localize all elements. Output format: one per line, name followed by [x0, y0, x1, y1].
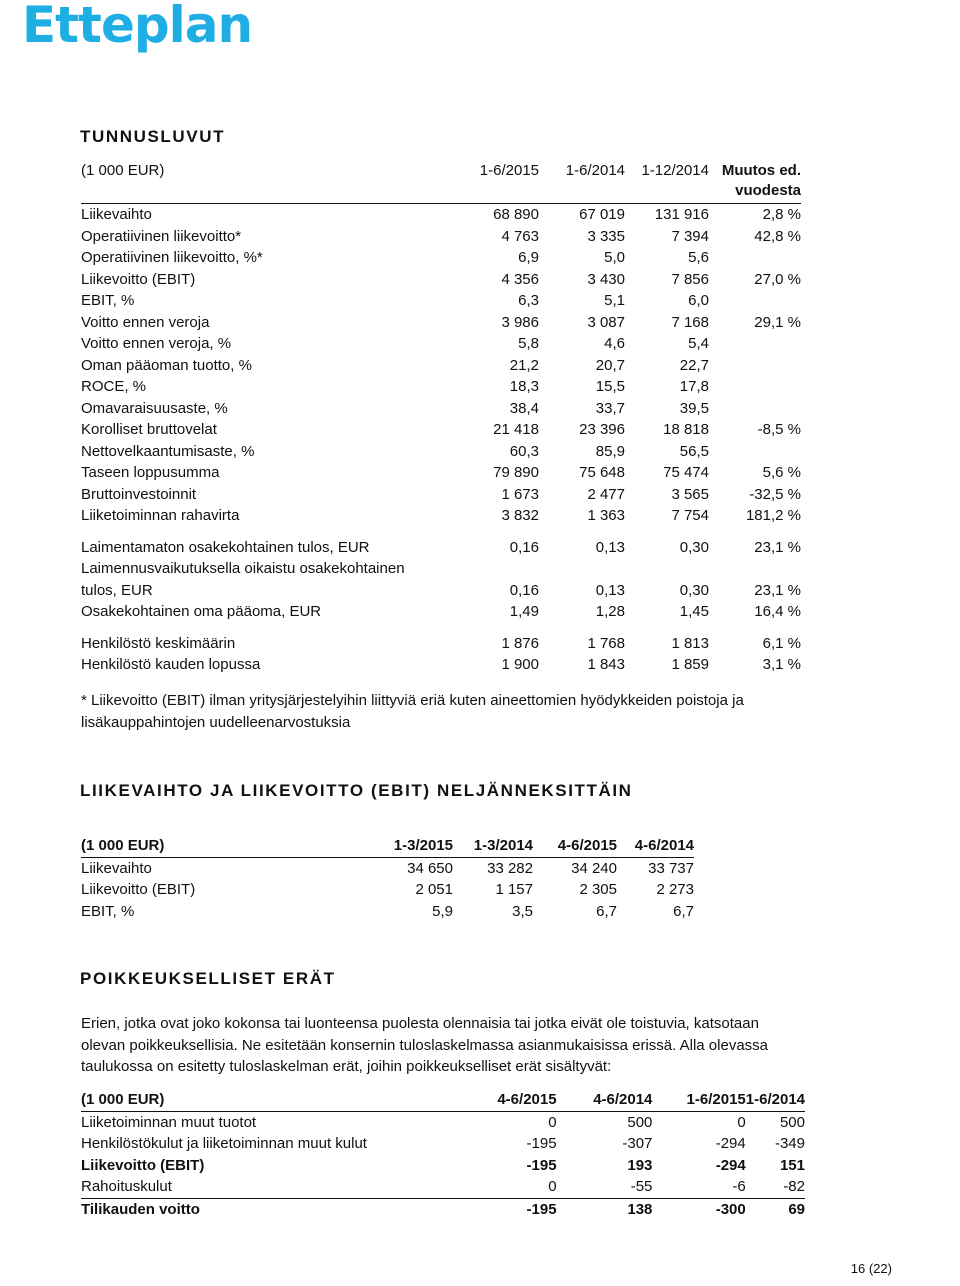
cell-value: 4 763	[501, 227, 539, 245]
row-label: Korolliset bruttovelat	[81, 421, 217, 438]
cell-value: -6	[732, 1178, 746, 1195]
cell-value: 60,3	[509, 442, 539, 460]
cell-value	[709, 333, 801, 355]
cell-value: 23,1 %	[754, 581, 801, 599]
cell-value: 16,4 %	[754, 603, 801, 620]
cell-value: 1 673	[501, 485, 539, 503]
cell-value: 2 051	[415, 881, 453, 898]
cell-value: 2 273	[656, 881, 694, 898]
cell-value: -55	[630, 1178, 653, 1195]
cell-value: 2 305	[579, 881, 617, 898]
cell-value: 0	[548, 1113, 557, 1131]
key-figures-table	[81, 160, 801, 676]
cell-value: 34 240	[571, 859, 617, 877]
cell-value	[709, 398, 801, 420]
cell-value: -32,5 %	[749, 485, 801, 503]
table-row	[81, 879, 694, 901]
cell-value: 21 418	[493, 421, 539, 438]
cell-value: 39,5	[679, 399, 709, 417]
cell-value	[709, 355, 801, 377]
table-row	[81, 857, 694, 879]
cell-value: 1-6/2015	[686, 1091, 746, 1108]
table-row	[81, 1133, 805, 1155]
cell-value: 3 087	[587, 313, 625, 331]
cell-value: -349	[774, 1135, 805, 1152]
cell-value: 27,0 %	[754, 270, 801, 288]
table-header-row	[81, 1089, 805, 1111]
row-label: Liikevaihto	[81, 206, 152, 223]
table-row	[81, 1155, 805, 1177]
cell-value: 18,3	[509, 378, 539, 395]
section-title-tunnusluvut: TUNNUSLUVUT	[80, 127, 226, 146]
cell-value: 7 754	[671, 507, 709, 524]
table-row	[81, 623, 801, 655]
table-row	[81, 419, 801, 441]
cell-value: 1-3/2014	[473, 837, 533, 854]
cell-value: 56,5	[679, 442, 709, 460]
paragraph-line: taulukossa on esitetty tuloslaskelman erät, joihin poikkeukselliset erät sisältyvät:	[81, 1058, 612, 1075]
cell-value: 0,30	[679, 538, 709, 556]
row-label: Bruttoinvestoinnit	[81, 485, 197, 503]
cell-value: 0,16	[509, 581, 539, 599]
cell-value	[436, 558, 539, 580]
cell-value: 33,7	[595, 399, 625, 417]
cell-value: 38,4	[509, 399, 539, 417]
header-col: 1-6/2014	[565, 162, 625, 179]
row-label: Liikevoitto (EBIT)	[81, 270, 196, 288]
cell-value: 6,3	[518, 292, 539, 309]
table-row	[81, 527, 801, 559]
row-label: Liiketoiminnan muut tuotot	[81, 1113, 257, 1131]
section-title-exceptional: POIKKEUKSELLISET ERÄT	[80, 969, 336, 988]
cell-value: 4-6/2015	[497, 1091, 557, 1108]
cell-value: 33 282	[487, 859, 533, 877]
row-label: Voitto ennen veroja	[81, 313, 210, 331]
cell-value: 7 168	[671, 313, 709, 331]
row-label: (1 000 EUR)	[81, 1091, 165, 1108]
table-header-row	[81, 835, 694, 857]
cell-value: 7 394	[671, 227, 709, 245]
row-label: EBIT, %	[81, 902, 135, 920]
cell-value: 1 768	[587, 634, 625, 652]
paragraph-line: Erien, jotka ovat joko kokonsa tai luonteensa puolesta olennaisia tai jotka eivät ole toistuvia, katsotaan	[81, 1015, 759, 1032]
cell-value: 5,8	[518, 335, 539, 352]
cell-value: 0,13	[595, 581, 625, 599]
cell-value: 20,7	[595, 356, 625, 374]
cell-value: -294	[715, 1156, 746, 1174]
table-row	[81, 1176, 805, 1198]
cell-value: 75 474	[663, 464, 709, 481]
exceptional-items-table	[81, 1089, 805, 1220]
row-label: Osakekohtainen oma pääoma, EUR	[81, 603, 322, 620]
cell-value: 42,8 %	[754, 227, 801, 245]
table-row	[81, 226, 801, 248]
table-row	[81, 376, 801, 398]
cell-value: 22,7	[679, 356, 709, 374]
cell-value: 6,9	[518, 249, 539, 266]
cell-value: 5,1	[604, 292, 625, 309]
table-row	[81, 333, 801, 355]
cell-value: -195	[526, 1200, 557, 1218]
cell-value: 33 737	[648, 859, 694, 877]
cell-value: 18 818	[663, 421, 709, 438]
cell-value	[709, 441, 801, 463]
table-row	[81, 269, 801, 291]
cell-value	[709, 290, 801, 312]
cell-value: 1-6/2014	[745, 1091, 805, 1108]
cell-value	[709, 247, 801, 269]
cell-value: 4 356	[501, 270, 539, 288]
cell-value: 3 430	[587, 270, 625, 288]
cell-value: 500	[627, 1113, 653, 1131]
header-col: vuodesta	[735, 181, 801, 199]
row-label: Liikevaihto	[81, 859, 152, 877]
cell-value: 6,7	[673, 902, 694, 920]
header-col: 1-6/2015	[479, 162, 539, 179]
cell-value: 5,4	[688, 335, 709, 352]
cell-value: 3,5	[512, 902, 533, 920]
cell-value: 0,13	[595, 538, 625, 556]
cell-value: 0,30	[679, 581, 709, 599]
cell-value: 151	[779, 1156, 805, 1174]
cell-value: 21,2	[509, 356, 539, 374]
row-label: Oman pääoman tuotto, %	[81, 356, 252, 374]
cell-value: 1 876	[501, 634, 539, 652]
cell-value: 3 832	[501, 507, 539, 524]
row-label: Liikevoitto (EBIT)	[81, 881, 196, 898]
header-col: Muutos ed.	[721, 162, 801, 179]
page-number: 16 (22)	[850, 1261, 892, 1276]
cell-value: -8,5 %	[757, 421, 801, 438]
cell-value: 138	[627, 1200, 653, 1218]
cell-value: 1 813	[671, 634, 709, 652]
row-label: Henkilöstö kauden lopussa	[81, 656, 261, 673]
row-label: Liikevoitto (EBIT)	[81, 1156, 205, 1174]
table-row	[81, 1198, 805, 1220]
cell-value: 1 157	[495, 881, 533, 898]
row-label: tulos, EUR	[81, 581, 153, 599]
cell-value: 5,0	[604, 249, 625, 266]
cell-value: 6,1 %	[762, 634, 801, 652]
cell-value	[625, 558, 709, 580]
table-header-row	[81, 160, 801, 182]
row-label: Nettovelkaantumisaste, %	[81, 442, 255, 460]
cell-value: 6,7	[596, 902, 617, 920]
cell-value: 131 916	[654, 206, 709, 223]
cell-value: -307	[622, 1135, 653, 1152]
row-label: Voitto ennen veroja, %	[81, 335, 232, 352]
cell-value: -195	[526, 1135, 557, 1152]
paragraph-line: olevan poikkeuksellisia. Ne esitetään konsernin tuloslaskelmassa asianmukaisissa erissä. Alla olevassa	[81, 1036, 769, 1054]
cell-value: 3 986	[501, 313, 539, 331]
cell-value: 75 648	[579, 464, 625, 481]
table-row	[81, 204, 801, 226]
cell-value: 5,9	[432, 902, 453, 920]
cell-value: 1 859	[671, 656, 709, 673]
table-row	[81, 290, 801, 312]
cell-value: 1 843	[587, 656, 625, 673]
table-row	[81, 462, 801, 484]
footnote-line: lisäkauppahintojen uudelleenarvostuksia	[81, 713, 351, 731]
cell-value: 500	[779, 1113, 805, 1131]
table-row	[81, 484, 801, 506]
table-header-row-2	[81, 182, 801, 204]
cell-value: 1,28	[595, 603, 625, 620]
row-label: ROCE, %	[81, 378, 147, 395]
cell-value: 193	[627, 1156, 653, 1174]
row-label: (1 000 EUR)	[81, 837, 165, 854]
cell-value: 17,8	[679, 378, 709, 395]
table-row	[81, 441, 801, 463]
cell-value: 3 565	[671, 485, 709, 503]
cell-value: 0	[737, 1113, 746, 1131]
table-row	[81, 654, 801, 676]
row-label: Rahoituskulut	[81, 1178, 172, 1195]
row-label: Henkilöstö keskimäärin	[81, 634, 236, 652]
table-row	[81, 901, 694, 923]
row-label: EBIT, %	[81, 292, 135, 309]
cell-value: -82	[783, 1178, 805, 1195]
cell-value: 68 890	[493, 206, 539, 223]
table-row	[81, 398, 801, 420]
cell-value: -300	[715, 1200, 746, 1218]
header-col: 1-12/2014	[641, 162, 709, 179]
etteplan-logo: Etteplan	[22, 0, 253, 54]
row-label: Laimentamaton osakekohtainen tulos, EUR	[81, 538, 370, 556]
cell-value: 2 477	[587, 485, 625, 503]
cell-value: 1 900	[501, 656, 539, 673]
row-label: Liiketoiminnan rahavirta	[81, 507, 240, 524]
table-row	[81, 505, 801, 527]
cell-value: 69	[788, 1200, 805, 1218]
cell-value	[709, 558, 801, 580]
row-label: Operatiivinen liikevoitto, %*	[81, 249, 263, 266]
cell-value: -294	[715, 1135, 746, 1152]
table-row	[81, 601, 801, 623]
cell-value: 4,6	[604, 335, 625, 352]
cell-value: 23 396	[579, 421, 625, 438]
cell-value: 4-6/2015	[557, 837, 617, 854]
footnote	[81, 690, 744, 733]
table-row	[81, 1111, 805, 1133]
cell-value: 5,6 %	[762, 464, 801, 481]
quarterly-table	[81, 835, 694, 922]
cell-value: 79 890	[493, 464, 539, 481]
cell-value: 0,16	[509, 538, 539, 556]
table-row	[81, 580, 801, 602]
cell-value: 2,8 %	[762, 206, 801, 223]
row-label: Operatiivinen liikevoitto*	[81, 227, 242, 245]
cell-value: 85,9	[595, 442, 625, 460]
cell-value: 5,6	[688, 249, 709, 266]
row-label: Laimennusvaikutuksella oikaistu osakekohtainen	[81, 560, 405, 577]
cell-value: 3,1 %	[762, 656, 801, 673]
cell-value: -195	[526, 1156, 557, 1174]
cell-value: 3 335	[587, 227, 625, 245]
cell-value	[539, 558, 625, 580]
cell-value: 1 363	[587, 507, 625, 524]
cell-value: 34 650	[407, 859, 453, 877]
cell-value: 15,5	[595, 378, 625, 395]
cell-value: 1-3/2015	[393, 837, 453, 854]
row-label: Taseen loppusumma	[81, 464, 220, 481]
cell-value: 1,45	[679, 603, 709, 620]
section-title-quarterly: LIIKEVAIHTO JA LIIKEVOITTO (EBIT) NELJÄNNEKSITTÄIN	[80, 781, 633, 800]
table-row	[81, 312, 801, 334]
cell-value: 1,49	[509, 603, 539, 620]
cell-value: 0	[548, 1178, 557, 1195]
table-row	[81, 247, 801, 269]
cell-value: 181,2 %	[745, 507, 801, 524]
cell-value: 4-6/2014	[593, 1091, 653, 1108]
cell-value: 4-6/2014	[634, 837, 694, 854]
table-row	[81, 558, 801, 580]
cell-value: 6,0	[688, 292, 709, 309]
footnote-line: * Liikevoitto (EBIT) ilman yritysjärjestelyihin liittyviä eriä kuten aineettomien hyödykkeiden poistoja ja	[81, 692, 744, 709]
cell-value: 7 856	[671, 270, 709, 288]
row-label: Henkilöstökulut ja liiketoiminnan muut kulut	[81, 1135, 367, 1152]
cell-value: 23,1 %	[754, 538, 801, 556]
cell-value: 29,1 %	[754, 313, 801, 331]
table-row	[81, 355, 801, 377]
exceptional-items-paragraph	[81, 1013, 768, 1078]
row-label: Tilikauden voitto	[81, 1200, 200, 1218]
header-unit: (1 000 EUR)	[81, 162, 165, 179]
row-label: Omavaraisuusaste, %	[81, 399, 228, 417]
cell-value: 67 019	[579, 206, 625, 223]
cell-value	[709, 376, 801, 398]
